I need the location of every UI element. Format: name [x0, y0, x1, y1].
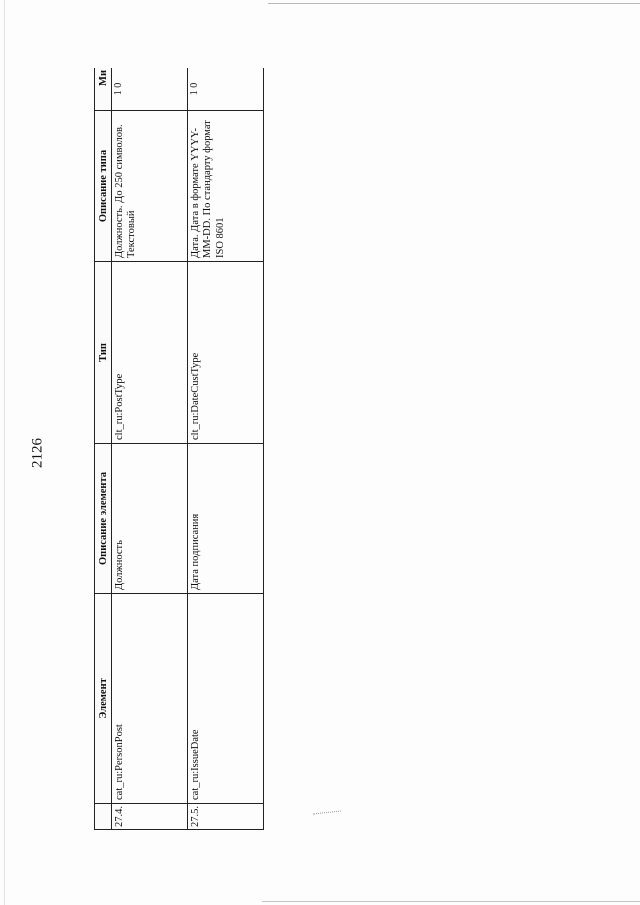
page-number: 2126 — [29, 438, 46, 468]
page-edge-top — [268, 3, 640, 4]
min-occurs: 1 0 — [188, 68, 264, 111]
type-description: Дата. Дата в формате YYYY-MM-DD. По стандарту формат ISO 8601 — [188, 111, 264, 262]
header-element: Элемент — [95, 594, 112, 804]
header-type: Тип — [95, 262, 112, 444]
scan-smudge — [313, 811, 341, 815]
header-element-description: Описание элемента — [95, 444, 112, 594]
schema-table — [94, 68, 264, 830]
table-row — [112, 68, 188, 830]
schema-table-container — [94, 68, 264, 830]
rotated-table-frame — [94, 68, 264, 830]
element-description: Дата подписания — [188, 444, 264, 594]
element-description: Должность — [112, 444, 188, 594]
element-name: cat_ru:IssueDate — [188, 594, 264, 804]
header-min-occurs: Ми — [95, 68, 112, 111]
page-edge-bottom — [262, 901, 640, 902]
element-type: clt_ru:DateCustType — [188, 262, 264, 444]
page-edge-left — [4, 0, 5, 905]
min-occurs: 1 0 — [112, 68, 188, 111]
table-row — [188, 68, 264, 830]
header-num — [95, 804, 112, 830]
element-name: cat_ru:PersonPost — [112, 594, 188, 804]
type-description: Должность. До 250 символов. Текстовый — [112, 111, 188, 262]
element-type: clt_ru:PostType — [112, 262, 188, 444]
row-number: 27.5. — [188, 804, 264, 830]
header-type-description: Описание типа — [95, 111, 112, 262]
row-number: 27.4. — [112, 804, 188, 830]
table-header-row — [95, 68, 112, 830]
